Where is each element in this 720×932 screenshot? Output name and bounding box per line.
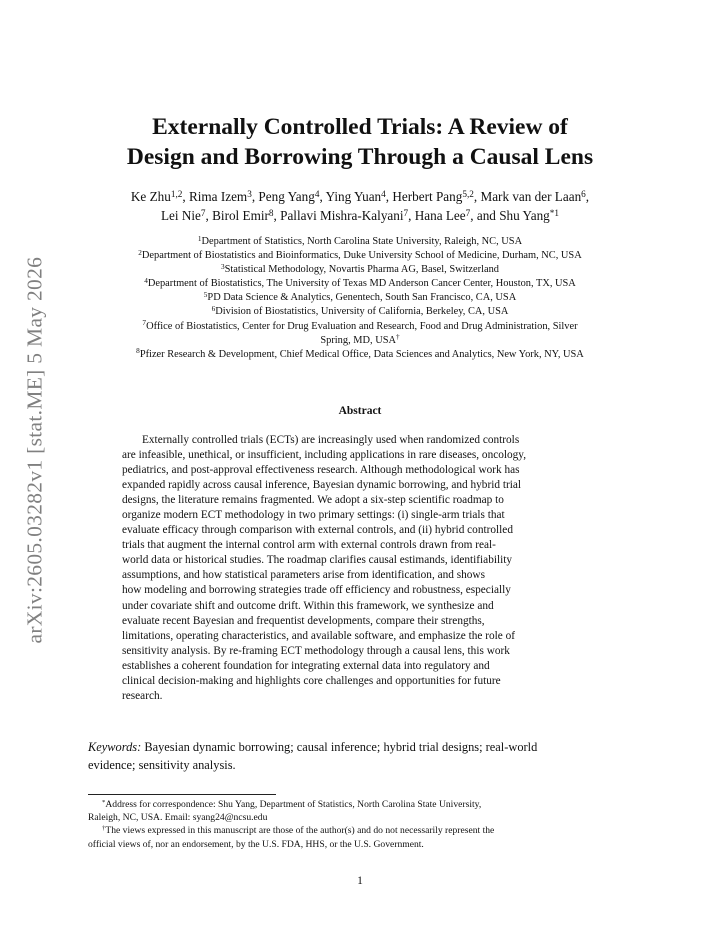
affiliation-text: Department of Biostatistics, The University of Texas MD Anderson Cancer Center, Houston, TX, USA [147,278,576,290]
author-line-2: Lei Nie$^7$, Birol Emir$^8$, Pallavi Mishra-Kalyani$^7$, Hana Lee$^7$, and Shu Yang$^{*1}$ [160,207,560,223]
footnote-text: The views expressed in this manuscript are those of the author(s) and do not necessarily represent the [105,825,495,837]
author-line-1: Ke Zhu$^{1,2}$, Rima Izem$^3$, Peng Yang$^4$, Ying Yuan$^4$, Herbert Pang$^{5,2}$, Mark van der Laan$^6$, [130,188,590,204]
affiliation-item [80,348,640,362]
abstract-line: limitations, operating characteristics, and available software, and emphasize the role of [122,629,516,642]
author-sup: *1 [549,207,560,218]
author-sup: 3 [247,188,252,199]
footnote-2-line-2 [88,838,633,851]
affiliation-item [80,305,640,319]
author-sup: 7 [403,207,409,218]
affiliation-sup: 7 [142,319,147,328]
footnote-1-line-1 [88,798,633,811]
author-name: Hana Lee [414,208,466,223]
affiliation-sup: 5 [203,291,208,300]
footnote-2-line-1 [88,824,633,837]
author-name: Mark van der Laan [480,189,582,204]
footnote-mark: † [102,825,106,833]
title-line-1: Externally Controlled Trials: A Review of [152,114,568,140]
keywords-line-1 [88,739,633,757]
affiliation-continuation [80,334,640,348]
author-sup: 1,2 [170,188,183,199]
abstract-line: trials that augment the internal control arm with external controls drawn from real- [122,539,496,552]
keywords-line-2: evidence; sensitivity analysis. [88,757,236,772]
author-sup: 7 [465,207,471,218]
affiliation-sup: 3 [221,262,225,271]
affiliation-text: PD Data Science & Analytics, Genentech, South San Francisco, CA, USA [207,292,517,304]
affiliation-sup: † [396,333,400,342]
keywords [88,739,633,774]
author-sup: 4 [381,188,386,199]
abstract-line: are infeasible, unethical, or insufficient, including applications in rare diseases, oncology, [122,449,527,462]
author-name: Herbert Pang [392,189,463,204]
abstract-line: world data or historical studies. The roadmap clarifies causal estimands, identifiability [122,554,513,567]
affiliation-item [80,249,640,263]
affiliation-text: Pfizer Research & Development, Chief Medical Office, Data Sciences and Analytics, New York, NY, USA [139,348,584,360]
page-number: 1 [357,875,363,887]
footnote-text: official views of, nor an endorsement, by the U.S. FDA, HHS, or the U.S. Government. [88,838,424,850]
affiliation-text: Department of Biostatistics and Bioinformatics, Duke University School of Medicine, Durham, NC, USA [141,250,582,262]
keywords-label: Keywords: [88,740,142,754]
author-sup: 6 [581,188,586,199]
abstract-body [122,433,598,704]
affiliation-text: Spring, MD, USA [320,334,396,346]
author-sup: 4 [314,188,320,199]
affiliation-item [80,263,640,277]
abstract-line: expanded rapidly across causal inference, Bayesian dynamic borrowing, and hybrid trial [122,479,522,492]
footnote-mark: * [102,798,106,806]
abstract-line: Externally controlled trials (ECTs) are increasingly used when randomized controls [142,434,520,446]
abstract-line: sensitivity analysis. By re-framing ECT methodology through a causal lens, this work [122,644,510,657]
affiliation-sup: 4 [144,277,148,286]
author-sup: 8 [268,207,274,218]
footnote-rule [88,794,276,795]
footnote-text: Raleigh, NC, USA. Email: syang24@ncsu.edu [88,812,268,824]
abstract-line: evaluate recent Bayesian and frequentist developments, compare their strengths, [122,614,485,627]
footnote-1-line-2 [88,811,633,824]
title-line-2: Design and Borrowing Through a Causal Lens [126,144,594,170]
affiliation-text: Office of Biostatistics, Center for Drug Evaluation and Research, Food and Drug Administration, Silver [146,320,578,332]
affiliation-text: Statistical Methodology, Novartis Pharma AG, Basel, Switzerland [224,264,499,276]
author-name: Lei Nie [160,208,201,223]
author-name: Peng Yang [258,189,315,204]
abstract-line: clinical decision-making and highlights core challenges and opportunities for future [122,674,501,687]
author-sup: 5,2 [462,188,474,199]
paper-title [60,112,660,172]
abstract-line: pediatrics, and post-approval effectiveness research. Although methodological work has [122,464,520,477]
abstract-line: research. [122,689,163,702]
author-name: Birol Emir [212,208,269,223]
author-list [70,187,650,225]
affiliation-sup: 1 [197,234,202,243]
affiliation-item [80,320,640,334]
affiliation-sup: 8 [136,347,140,356]
keywords-text: Bayesian dynamic borrowing; causal inference; hybrid trial designs; real-world [144,740,538,754]
abstract-heading: Abstract [338,405,382,417]
affiliation-text: Division of Biostatistics, University of California, Berkeley, CA, USA [215,306,509,318]
abstract-line: under covariate shift and outcome drift. Within this framework, we synthesize and [122,599,494,612]
affiliation-item [80,235,640,249]
affiliation-list [80,235,640,362]
abstract-line: organize modern ECT methodology in two primary settings: (i) single-arm trials that [122,509,505,522]
abstract-line: assumptions, and how statistical parameters arise from identification, and shows [122,569,485,582]
footnotes [88,798,633,851]
affiliation-sup: 2 [138,248,142,257]
author-name: Pallavi Mishra-Kalyani [280,208,404,223]
affiliation-item [80,277,640,291]
arxiv-identifier: arXiv:2605.03282v1 [stat.ME] 5 May 2026 [22,256,47,644]
abstract-line: establishes a coherent foundation for integrating external data into regulatory and [122,659,490,672]
affiliation-item [80,291,640,305]
footnote-text: Address for correspondence: Shu Yang, Department of Statistics, North Carolina State University, [105,799,482,810]
abstract-line: evaluate efficacy through comparison with external controls, and (ii) hybrid controlled [122,524,513,537]
affiliation-sup: 6 [211,305,216,314]
author-sup: 7 [200,207,206,218]
abstract-line: how modeling and borrowing strategies trade off efficiency and robustness, especially [122,584,511,597]
affiliation-text: Department of Statistics, North Carolina State University, Raleigh, NC, USA [201,236,523,247]
author-name: Ying Yuan [325,189,382,204]
author-name: Rima Izem [188,189,248,204]
author-name: Ke Zhu [130,189,171,204]
abstract-line: designs, the literature remains fragmented. We adopt a six-step scientific roadmap to [122,494,504,507]
author-name: Shu Yang [499,208,550,223]
